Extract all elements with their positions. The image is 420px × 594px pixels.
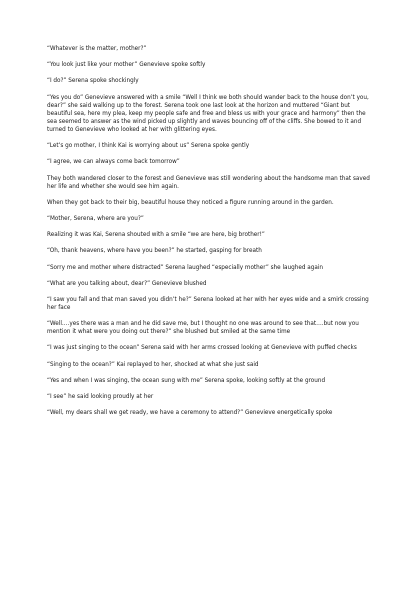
story-text	[47, 45, 377, 425]
paragraph: “Oh, thank heavens, where have you been?” he started, gasping for breath	[47, 248, 262, 255]
paragraph: When they got back to their big, beautiful house they noticed a figure running around in the garden.	[47, 199, 334, 206]
paragraph: They both wandered closer to the forest and Genevieve was still wondering about the handsome man that saved her life and whether she would see him again.	[47, 175, 370, 190]
paragraph: “I saw you fall and that man saved you didn’t he?” Serena looked at her with her eyes wide and a smirk crossing her face	[47, 296, 369, 311]
paragraph: “Well, my dears shall we get ready, we have a ceremony to attend?” Genevieve energetically spoke	[47, 410, 333, 417]
paragraph: “Yes and when I was singing, the ocean sung with me” Serena spoke, looking softly at the ground	[47, 377, 326, 384]
paragraph: “Mother, Serena, where are you?”	[47, 215, 144, 222]
paragraph: “I do?” Serena spoke shockingly	[47, 78, 139, 85]
paragraph: “Singing to the ocean?” Kai replayed to her, shocked at what she just said	[47, 361, 259, 368]
paragraph: “Sorry me and mother where distracted” Serena laughed “especially mother” she laughed again	[47, 264, 324, 271]
paragraph: “I agree, we can always come back tomorrow”	[47, 159, 180, 166]
paragraph: Realizing it was Kai, Serena shouted with a smile “we are here, big brother!”	[47, 232, 265, 239]
paragraph: “Yes you do” Genevieve answered with a smile “Well I think we both should wander back to the house don’t you, dear?” she said walking up to the forest. Serena took one last look at the horizon and muttered “Giant but beautiful sea, here my plea, keep my people safe and free and bless us with your grace and harmony” then the sea seemed to answer as the wind picked up slightly and waves bouncing off of the cliffs. She bowed to it and turned to Genevieve who looked at her with glittering eyes.	[47, 94, 369, 133]
paragraph: “You look just like your mother” Genevieve spoke softly	[47, 62, 206, 69]
paragraph: “What are you talking about, dear?” Genevieve blushed	[47, 280, 207, 287]
paragraph: “Let’s go mother, I think Kai is worrying about us” Serena spoke gently	[47, 143, 250, 150]
paragraph: “Well….yes there was a man and he did save me, but I thought no one was around to see that….but now you mention it what were you doing out there?” she blushed but smiled at the same time	[47, 321, 359, 336]
paragraph: “I was just singing to the ocean” Serena said with her arms crossed looking at Genevieve with puffed checks	[47, 345, 357, 352]
paragraph: “I see” he said looking proudly at her	[47, 394, 154, 401]
paragraph: “Whatever is the matter, mother?”	[47, 46, 147, 52]
